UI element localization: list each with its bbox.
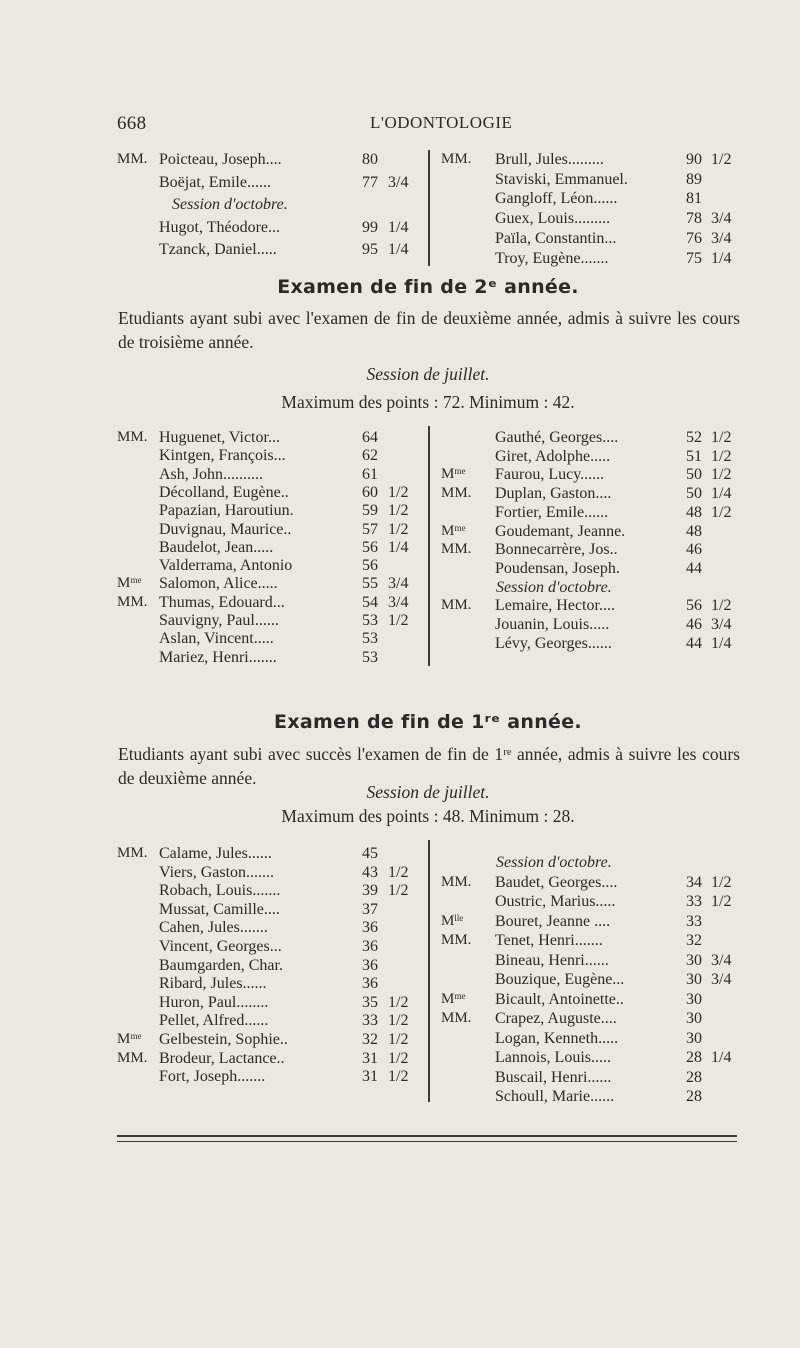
score-fraction: 1/2 [711, 466, 732, 484]
score-fraction: 3/4 [711, 229, 732, 247]
student-name: Buscail, Henri...... [495, 1068, 612, 1086]
score: 52 [686, 429, 702, 446]
title-prefix: Mˡˡᵉ [441, 912, 464, 929]
score: 62 [362, 447, 378, 465]
score-fraction: 1/2 [388, 520, 409, 538]
score-fraction: 3/4 [388, 173, 409, 191]
student-name: Bouzique, Eugène... [495, 971, 625, 988]
score: 31 [362, 1049, 378, 1067]
score-fraction: 1/2 [711, 597, 732, 615]
score: 36 [362, 938, 378, 955]
session-subheading-text: Session d'octobre. [496, 578, 612, 596]
student-name: Viers, Gaston....... [159, 863, 275, 881]
student-name: Boëjat, Emile...... [159, 173, 271, 191]
score: 28 [686, 1088, 702, 1105]
title-prefix: MM. [117, 151, 148, 167]
score: 35 [362, 993, 378, 1011]
score: 48 [686, 522, 702, 540]
exam1-session: Session de juillet. [366, 782, 490, 802]
score-fraction: 1/2 [388, 882, 409, 900]
student-name: Sauvigny, Paul...... [159, 612, 279, 629]
score: 32 [686, 932, 702, 949]
score: 30 [686, 971, 702, 988]
student-name: Décolland, Eugène.. [159, 483, 289, 501]
title-prefix: MM. [117, 1049, 148, 1066]
exam2-heading: Examen de fin de 2ᵉ année. [277, 276, 579, 298]
score-fraction: 3/4 [711, 951, 732, 969]
score: 30 [686, 1029, 702, 1047]
score: 44 [686, 634, 702, 652]
student-name: Gelbestein, Sophie.. [159, 1031, 288, 1048]
student-name: Robach, Louis....... [159, 882, 281, 900]
score: 77 [362, 173, 378, 191]
title-prefix: Mᵐᵉ [117, 575, 142, 592]
score: 90 [686, 151, 702, 168]
score-fraction: 1/4 [711, 1049, 732, 1066]
exam1-heading: Examen de fin de 1ʳᵉ année. [274, 711, 582, 733]
score-fraction: 1/2 [711, 151, 732, 168]
score: 54 [362, 593, 378, 611]
score: 28 [686, 1068, 702, 1086]
student-name: Gauthé, Georges.... [495, 429, 619, 446]
score: 55 [362, 575, 378, 593]
score-fraction: 1/4 [388, 538, 409, 556]
score: 43 [362, 863, 378, 881]
score: 50 [686, 466, 702, 484]
student-name: Pellet, Alfred...... [159, 1012, 269, 1030]
score-fraction: 1/4 [711, 485, 732, 503]
score-fraction: 1/2 [388, 993, 409, 1011]
student-name: Schoull, Marie...... [495, 1088, 615, 1105]
student-name: Bineau, Henri...... [495, 951, 609, 969]
student-name: Aslan, Vincent..... [159, 630, 274, 648]
title-prefix: Mᵐᵉ [441, 466, 466, 483]
student-name: Thumas, Edouard... [159, 593, 285, 611]
score: 56 [362, 557, 378, 575]
score-fraction: 1/2 [388, 1012, 409, 1030]
title-prefix: MM. [117, 429, 148, 445]
score-fraction: 3/4 [711, 210, 732, 228]
score: 59 [362, 502, 378, 520]
score: 99 [362, 218, 378, 236]
score-fraction: 1/4 [388, 241, 409, 258]
student-name: Troy, Eugène....... [495, 249, 609, 267]
student-name: Bouret, Jeanne .... [495, 912, 611, 930]
title-prefix: MM. [441, 485, 472, 502]
student-name: Huron, Paul........ [159, 993, 269, 1011]
title-prefix: MM. [441, 541, 472, 558]
student-name: Papazian, Haroutiun. [159, 502, 294, 520]
score: 81 [686, 190, 702, 208]
score: 53 [362, 630, 378, 648]
exam1-maxmin: Maximum des points : 48. Minimum : 28. [281, 806, 575, 826]
exam2-column-divider [428, 426, 430, 666]
score: 53 [362, 648, 378, 666]
student-name: Poicteau, Joseph.... [159, 151, 282, 168]
title-prefix: Mᵐᵉ [441, 990, 466, 1007]
score: 30 [686, 951, 702, 969]
score: 95 [362, 241, 378, 258]
running-title: L'ODONTOLOGIE [370, 113, 513, 132]
student-name: Logan, Kenneth..... [495, 1029, 619, 1047]
score-fraction: 1/2 [711, 503, 732, 521]
student-name: Mussat, Camille.... [159, 900, 280, 918]
session-subheading-text: Session d'octobre. [496, 854, 612, 871]
score: 60 [362, 483, 378, 501]
score-fraction: 1/2 [388, 1068, 409, 1086]
score: 46 [686, 616, 702, 633]
student-name: Oustric, Marius..... [495, 893, 616, 910]
exam1-column-divider [428, 840, 430, 1102]
score: 48 [686, 503, 702, 521]
title-prefix: MM. [117, 845, 148, 861]
student-name: Duplan, Gaston.... [495, 485, 612, 503]
score: 36 [362, 956, 378, 974]
score-fraction: 3/4 [388, 575, 409, 593]
student-name: Tzanck, Daniel..... [159, 241, 277, 258]
top-column-divider [428, 150, 430, 266]
score: 89 [686, 170, 702, 188]
student-name: Mariez, Henri....... [159, 648, 277, 666]
title-prefix: MM. [117, 593, 148, 610]
score-fraction: 1/2 [711, 873, 732, 891]
score-fraction: 1/2 [388, 1031, 409, 1048]
score: 30 [686, 990, 702, 1008]
student-name: Baudet, Georges.... [495, 873, 618, 891]
score: 57 [362, 520, 378, 538]
student-name: Païla, Constantin... [495, 229, 617, 247]
score: 56 [686, 597, 702, 615]
exam1-paragraph: Etudiants ayant subi avec succès l'examen de fin de 1ʳᵉ année, admis à suivre les cours de deuxième année. [118, 744, 740, 788]
score: 34 [686, 873, 702, 891]
score-fraction: 3/4 [711, 971, 732, 988]
bottom-rule-thick [117, 1135, 737, 1137]
score: 61 [362, 465, 378, 483]
score: 33 [686, 912, 702, 930]
student-name: Baumgarden, Char. [159, 956, 283, 974]
student-name: Valderrama, Antonio [159, 557, 293, 575]
score: 45 [362, 845, 378, 862]
student-name: Bonnecarrère, Jos.. [495, 541, 618, 559]
score: 33 [686, 893, 702, 910]
score-fraction: 3/4 [388, 593, 409, 611]
score-fraction: 1/2 [388, 1049, 409, 1067]
score: 53 [362, 612, 378, 629]
score: 37 [362, 900, 378, 918]
title-prefix: Mᵐᵉ [117, 1031, 142, 1047]
score-fraction: 1/2 [388, 863, 409, 881]
student-name: Lannois, Louis..... [495, 1049, 611, 1066]
score: 75 [686, 249, 702, 267]
student-name: Fortier, Emile...... [495, 503, 609, 521]
student-name: Crapez, Auguste.... [495, 1010, 617, 1027]
exam2-session: Session de juillet. [366, 364, 490, 384]
student-name: Hugot, Théodore... [159, 218, 281, 236]
student-name: Jouanin, Louis..... [495, 616, 610, 633]
student-name: Baudelot, Jean..... [159, 538, 274, 556]
student-name: Kintgen, François... [159, 447, 286, 465]
score: 44 [686, 559, 702, 577]
score-fraction: 1/2 [711, 429, 732, 446]
student-name: Brodeur, Lactance.. [159, 1049, 285, 1067]
score: 51 [686, 447, 702, 465]
student-name: Brull, Jules......... [495, 151, 604, 168]
title-prefix: MM. [441, 151, 472, 167]
score-fraction: 1/2 [388, 483, 409, 501]
score-fraction: 1/4 [711, 249, 732, 267]
student-name: Vincent, Georges... [159, 938, 282, 955]
score: 31 [362, 1068, 378, 1086]
page-number: 668 [117, 113, 147, 134]
student-name: Ash, John.......... [159, 465, 264, 483]
score: 76 [686, 229, 702, 247]
score: 36 [362, 975, 378, 993]
score: 78 [686, 210, 702, 228]
student-name: Huguenet, Victor... [159, 429, 280, 446]
score: 39 [362, 882, 378, 900]
exam2-maxmin: Maximum des points : 72. Minimum : 42. [281, 392, 575, 412]
student-name: Guex, Louis......... [495, 210, 611, 228]
score: 80 [362, 151, 378, 168]
student-name: Calame, Jules...... [159, 845, 272, 862]
score-fraction: 1/4 [388, 218, 409, 236]
score: 36 [362, 919, 378, 937]
student-name: Cahen, Jules....... [159, 919, 268, 937]
title-prefix: MM. [441, 1010, 472, 1026]
student-name: Fort, Joseph....... [159, 1068, 266, 1086]
student-name: Salomon, Alice..... [159, 575, 278, 593]
score-fraction: 3/4 [711, 616, 732, 633]
score-fraction: 1/2 [388, 612, 409, 629]
exam2-paragraph: Etudiants ayant subi avec l'examen de fin de deuxième année, admis à suivre les cours de troisième année. [118, 308, 740, 352]
student-name: Lemaire, Hector.... [495, 597, 615, 615]
score: 46 [686, 541, 702, 559]
student-name: Ribard, Jules...... [159, 975, 267, 993]
student-name: Staviski, Emmanuel. [495, 170, 628, 188]
score: 50 [686, 485, 702, 503]
student-name: Giret, Adolphe..... [495, 447, 611, 465]
student-name: Lévy, Georges...... [495, 634, 612, 652]
title-prefix: MM. [441, 873, 472, 890]
student-name: Tenet, Henri....... [495, 932, 603, 949]
student-name: Poudensan, Joseph. [495, 559, 620, 577]
student-name: Bicault, Antoinette.. [495, 990, 624, 1008]
title-prefix: MM. [441, 597, 472, 614]
student-name: Duvignau, Maurice.. [159, 520, 292, 538]
score-fraction: 1/2 [388, 502, 409, 520]
score-fraction: 1/2 [711, 447, 732, 465]
score: 30 [686, 1010, 702, 1027]
bottom-rule-thin [117, 1141, 737, 1142]
score-fraction: 1/4 [711, 634, 732, 652]
session-subheading-text: Session d'octobre. [172, 196, 288, 213]
score: 28 [686, 1049, 702, 1066]
title-prefix: MM. [441, 932, 472, 948]
score: 33 [362, 1012, 378, 1030]
score: 64 [362, 429, 378, 446]
score-fraction: 1/2 [711, 893, 732, 910]
student-name: Gangloff, Léon...... [495, 190, 618, 208]
student-name: Goudemant, Jeanne. [495, 522, 626, 540]
score: 56 [362, 538, 378, 556]
score: 32 [362, 1031, 378, 1048]
title-prefix: Mᵐᵉ [441, 522, 466, 539]
student-name: Faurou, Lucy...... [495, 466, 605, 484]
